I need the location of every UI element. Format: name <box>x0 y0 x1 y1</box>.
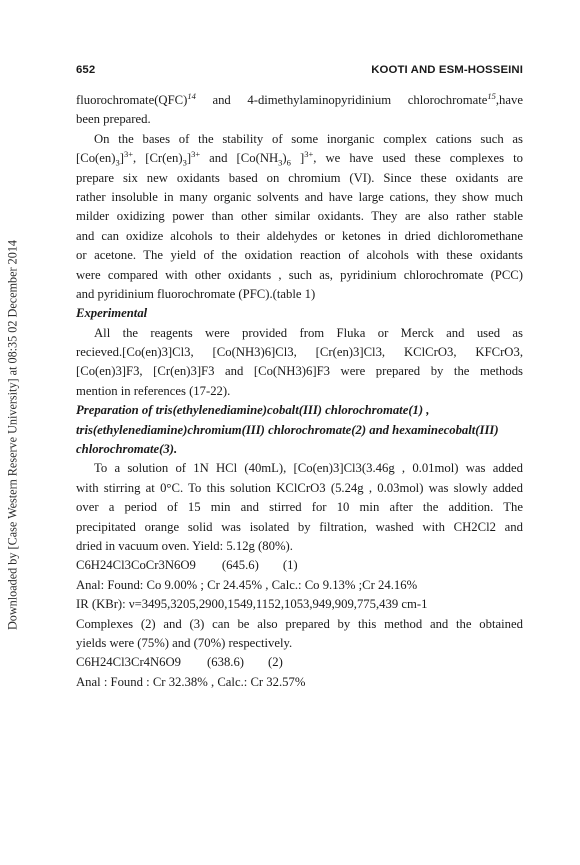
stability-line-5: milder oxidizing power than other similar oxidants. They are also rather stable <box>76 209 523 224</box>
subscript: 3 <box>115 157 120 168</box>
reference-14: 14 <box>187 90 196 101</box>
stability-line-3: prepare six new oxidants based on chromium (VI). Since these oxidants are <box>76 170 523 185</box>
preparation-heading-line-3: chlorochromate(3). <box>76 442 178 457</box>
compound-2-formula: C6H24Cl3Cr4N6O9 <box>76 655 182 670</box>
superscript: 3+ <box>191 148 201 159</box>
intro-line-2: been prepared. <box>76 112 151 127</box>
compound-2-analysis: Anal : Found : Cr 32.38% , Calc.: Cr 32.57% <box>76 674 306 689</box>
stability-line-7: or acetone. The yield of the oxidation reaction of alcohols with these oxidants <box>76 248 523 263</box>
complexes-note-line-1: Complexes (2) and (3) can be also prepared by this method and the obtained <box>76 616 523 631</box>
preparation-line-2: with stirring at 0°C. To this solution KClCrO3 (5.24g , 0.03mol) was slowly added <box>76 480 523 495</box>
preparation-line-1: To a solution of 1N HCl (40mL), [Co(en)3]Cl3(3.46g , 0.01mol) was added <box>94 461 523 476</box>
stability-line-9: and pyridinium fluorochromate (PFC).(table 1) <box>76 286 316 301</box>
preparation-line-5: dried in vacuum oven. Yield: 5.12g (80%). <box>76 538 293 553</box>
preparation-heading-line-2: tris(ethylenediamine)chromium(III) chlorochromate(2) and hexaminecobalt(III) <box>76 422 499 437</box>
compound-1-formula-line <box>76 556 523 575</box>
stability-line-1: On the bases of the stability of some inorganic complex cations such as <box>94 131 523 146</box>
text-run: ,have <box>495 93 523 107</box>
experimental-line-1: All the reagents were provided from Fluka or Merck and used as <box>94 325 523 340</box>
compound-2-formula-line <box>76 653 523 672</box>
text-run: and [Co(NH <box>200 151 279 166</box>
preparation-line-4: precipitated orange solid was isolated by filtration, washed with CH2Cl2 and <box>76 519 523 534</box>
text-run: , we have used these complexes to <box>313 151 523 166</box>
experimental-line-2: recieved.[Co(en)3]Cl3, [Co(NH3)6]Cl3, [Cr(en)3]Cl3, KClCrO3, KFCrO3, <box>76 345 523 360</box>
compound-2-label: (2) <box>268 655 283 670</box>
subscript: 6 <box>286 157 291 168</box>
text-run: ) <box>282 151 287 166</box>
preparation-heading-line-1: Preparation of tris(ethylenediamine)cobalt(III) chlorochromate(1) , <box>76 403 430 418</box>
text-run: ] <box>119 151 124 166</box>
preparation-line-3: over a period of 15 min and stirred for 10 min after the addition. The <box>76 500 523 515</box>
compound-1-ir: IR (KBr): ν=3495,3205,2900,1549,1152,1053,949,909,775,439 cm-1 <box>76 597 428 612</box>
experimental-line-4: mention in references (17-22). <box>76 383 231 398</box>
stability-line-2 <box>76 149 523 168</box>
subscript: 3 <box>182 157 187 168</box>
stability-line-8: were compared with other oxidants , such as, pyridinium chlorochromate (PCC) <box>76 267 523 282</box>
compound-1-label: (1) <box>282 558 298 573</box>
running-title: KOOTI AND ESM-HOSSEINI <box>371 64 523 76</box>
text-run: fluorochromate(QFC) <box>76 93 188 107</box>
stability-line-4: rather insoluble in many organic solvents and have large cations, they show much <box>76 189 523 204</box>
compound-1-analysis: Anal: Found: Co 9.00% ; Cr 24.45% , Calc.: Co 9.13% ;Cr 24.16% <box>76 577 418 592</box>
superscript: 3+ <box>304 148 314 159</box>
download-note: Downloaded by [Case Western Reserve University] at 08:35 02 December 2014 <box>5 239 20 631</box>
superscript: 3+ <box>123 148 133 159</box>
subscript: 3 <box>278 157 283 168</box>
article-body <box>76 91 523 692</box>
text-run: ] <box>290 151 305 166</box>
text-run: , [Cr(en) <box>133 151 183 166</box>
experimental-line-3: [Co(en)3]F3, [Cr(en)3]F3 and [Co(NH3)6]F3 were prepared by the methods <box>76 364 523 379</box>
stability-line-6: and can oxidize alcohols to their aldehydes or ketones in dried dichloromethane <box>76 228 523 243</box>
compound-2-molecular-weight: (638.6) <box>207 655 245 670</box>
compound-1-molecular-weight: (645.6) <box>221 558 259 573</box>
compound-1-formula: C6H24Cl3CoCr3N6O9 <box>76 558 196 573</box>
text-run: ] <box>186 151 192 166</box>
text-run: [Co(en) <box>76 151 116 166</box>
page-number: 652 <box>76 64 96 76</box>
text-run: and 4-dimethylaminopyridinium chlorochromate <box>195 93 488 107</box>
complexes-note-line-2: yields were (75%) and (70%) respectively. <box>76 635 293 650</box>
section-heading-experimental: Experimental <box>76 306 148 321</box>
reference-15: 15 <box>487 90 496 101</box>
intro-line-1 <box>76 91 523 110</box>
